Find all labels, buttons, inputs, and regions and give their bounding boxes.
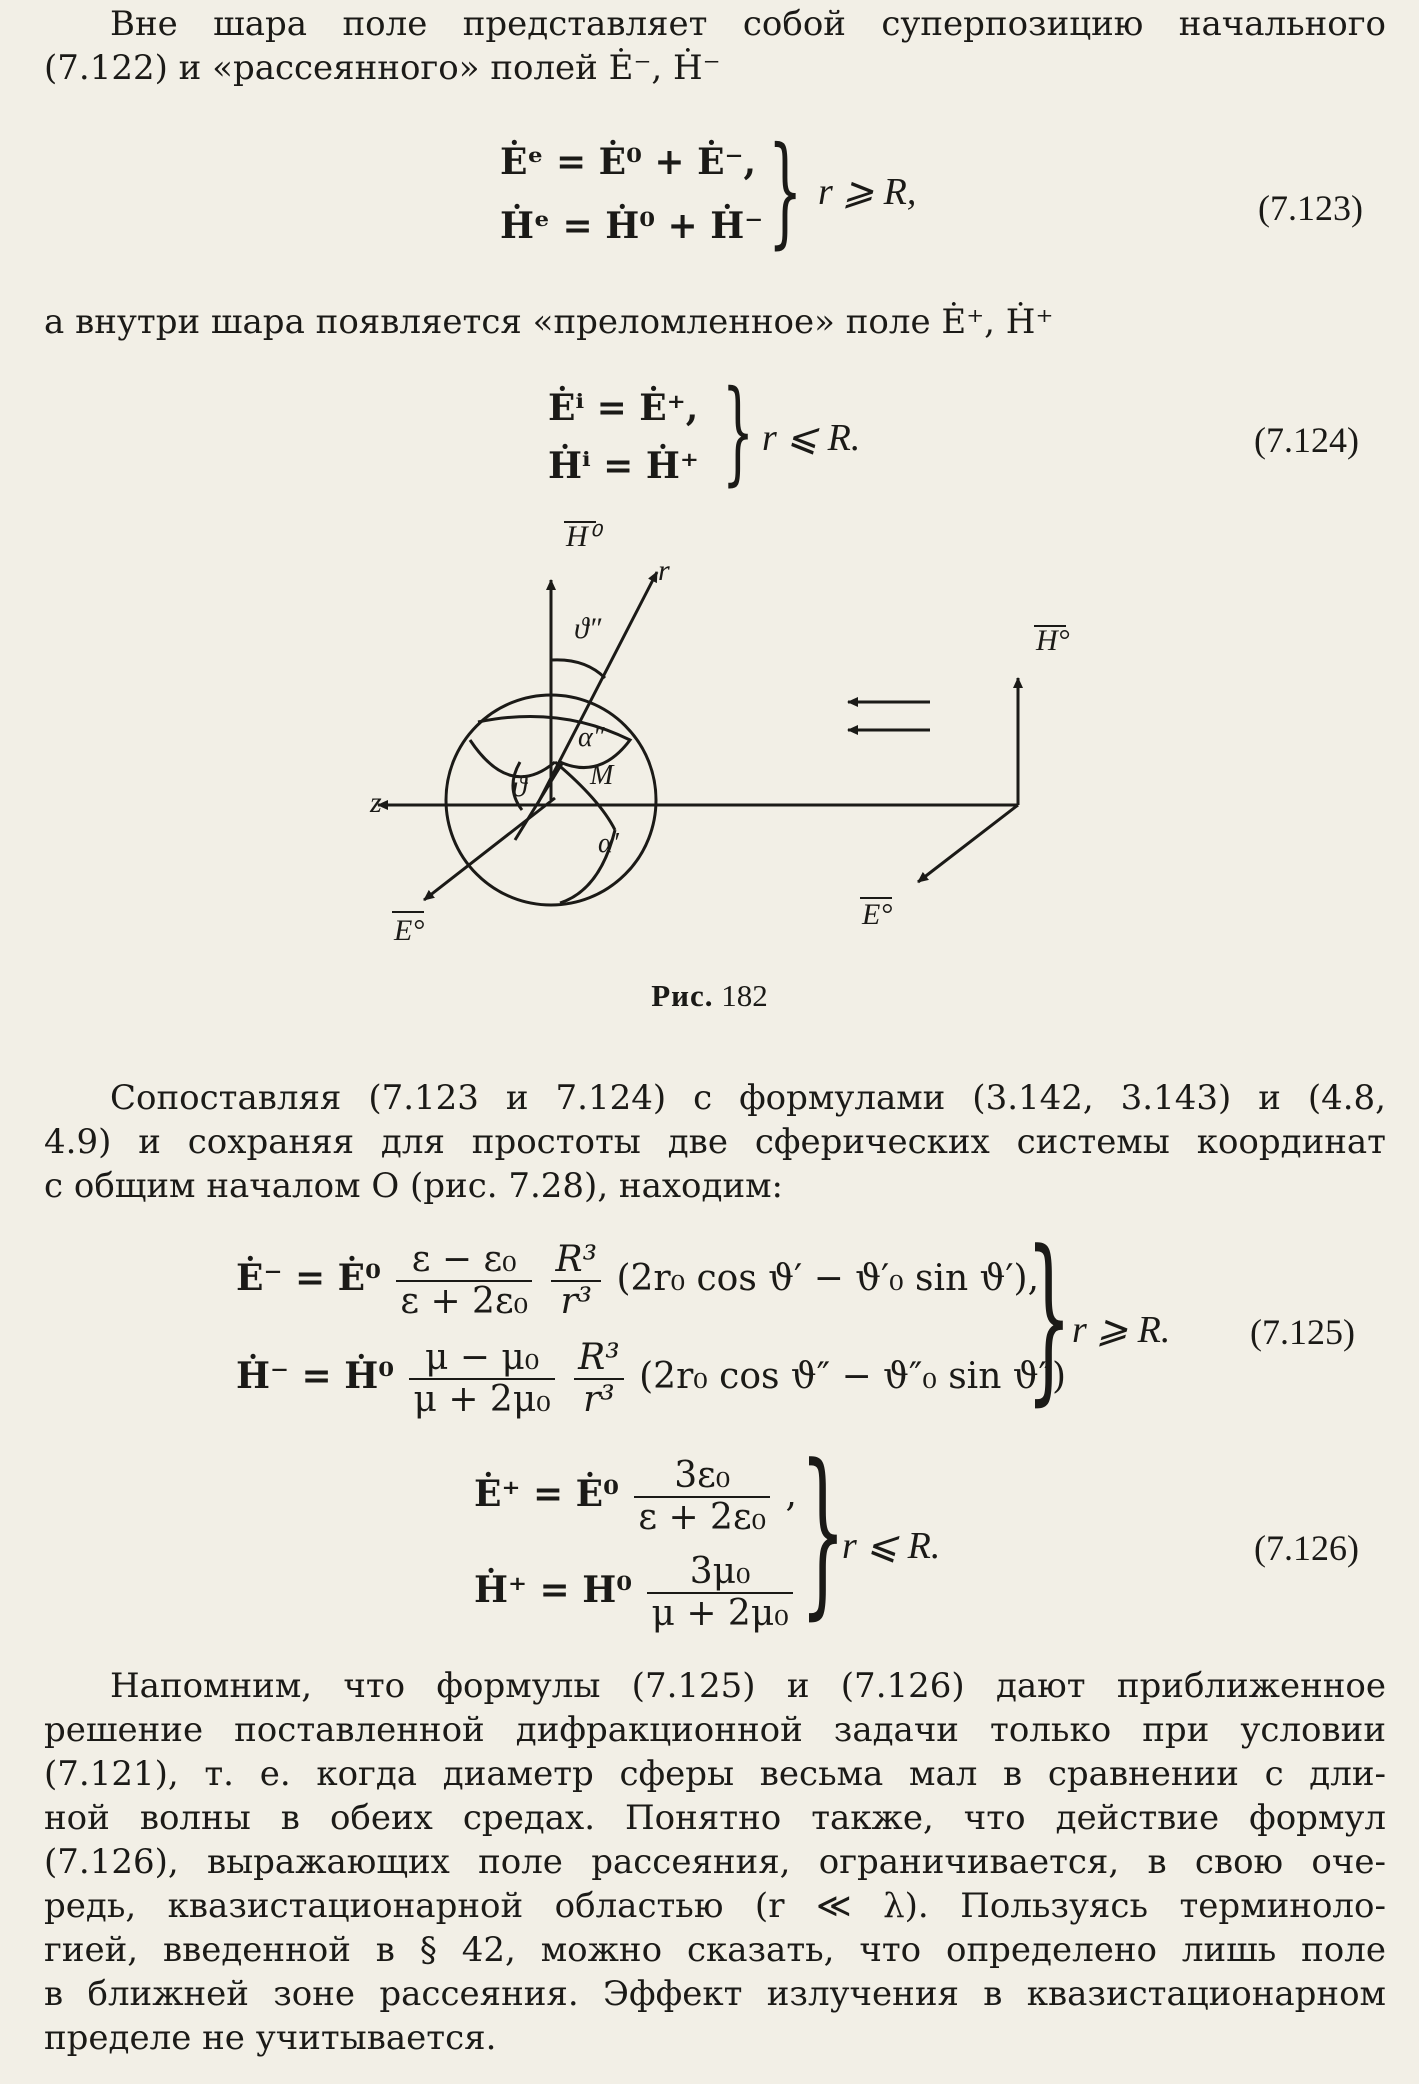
label-m: M [590,760,614,791]
paragraph-refracted [44,300,1386,344]
equation-7-125 [0,1213,1419,1430]
equation-line [236,1338,1066,1420]
equation-line: Ėⁱ = Ė⁺, [548,387,699,429]
equation-lhs: Ė⁻ = Ė⁰ [236,1257,381,1299]
label-theta: ϑ [512,770,527,803]
e0-field-diagonal [918,805,1018,882]
text-line: (7.126), выражающих поле рассеяния, ограничивается, в свою оче- [44,1842,1386,1882]
text-line: в ближней зоне рассеяния. Эффект излучения в квазистационарном [44,1974,1386,2014]
label-h0-top: H⁰ [566,520,600,553]
equation-7-124 [0,367,1419,497]
text-line: редь, квазистационарной областью (r ≪ λ). Пользуясь терминоло- [44,1886,1386,1926]
right-brace: } [800,1427,846,1636]
fraction-numerator: R³ [551,1240,601,1282]
figure-caption [0,978,1419,1014]
equation-number: (7.125) [1250,1312,1355,1352]
fraction-numerator: 3μ₀ [647,1552,792,1594]
fraction-numerator: μ − μ₀ [409,1338,554,1380]
label-theta-pp: ϑ″ [574,612,602,645]
text-line: (7.121), т. е. когда диаметр сферы весьма мал в сравнении с дли- [44,1754,1386,1794]
equation-lhs: Ė⁺ = Ė⁰ [474,1473,619,1515]
equation-number: (7.123) [1258,188,1363,228]
fraction [396,1240,532,1322]
equation-tail: , [785,1474,797,1515]
fraction [574,1338,624,1420]
text-line: а внутри шара появляется «преломленное» поле Ė⁺, Ḣ⁺ [44,302,1054,342]
text-line: 4.9) и сохраняя для простоты две сферических системы координат [44,1122,1386,1162]
label-alpha-pp: α″ [578,722,605,753]
fraction-numerator: R³ [574,1338,624,1380]
equation-line: Ėᵉ = Ė⁰ + Ė⁻, [500,141,757,183]
fraction [409,1338,554,1420]
equation-lhs: Ḣ⁺ = H⁰ [474,1569,633,1611]
text-line: решение поставленной дифракционной задачи только при условии [44,1710,1386,1750]
fraction-numerator: 3ε₀ [634,1456,770,1498]
fraction [647,1552,792,1634]
equation-7-126 [0,1427,1419,1646]
angle-arc-theta-pp [551,660,605,678]
text-line: ной волны в обеих средах. Понятно также, что действие формул [44,1798,1386,1838]
equation-line [474,1456,797,1538]
fraction-denominator: r³ [560,1281,593,1322]
fraction-denominator: ε + 2ε₀ [400,1281,529,1322]
text-line: Вне шара поле представляет собой суперпозицию начального [110,4,1386,44]
fraction-denominator: r³ [583,1379,615,1420]
equation-line: Ḣⁱ = Ḣ⁺ [548,445,699,487]
fraction-denominator: μ + 2μ₀ [651,1593,789,1634]
caption-prefix: Рис. [651,978,714,1013]
equation-line [474,1552,797,1634]
paragraph-remark [44,1664,1386,2060]
caption-number: 182 [721,978,768,1013]
label-e0-left: E° [394,914,425,947]
equation-line [236,1240,1039,1322]
text-line: Сопоставляя (7.123 и 7.124) с формулами (3.142, 3.143) и (4.8, [110,1078,1386,1118]
equation-number: (7.124) [1254,420,1359,460]
equation-condition: r ⩽ R. [842,1525,941,1567]
fraction [551,1240,601,1322]
text-line: пределе не учитывается. [44,2018,497,2058]
text-line: гией, введенной в § 42, можно сказать, что определено лишь поле [44,1930,1386,1970]
paragraph-superposition [44,2,1386,90]
label-e0-right: E° [862,898,893,931]
equation-condition: r ⩽ R. [762,417,861,459]
equation-lhs: Ḣ⁻ = Ḣ⁰ [236,1355,395,1397]
right-brace: } [722,367,755,497]
equation-number: (7.126) [1254,1528,1359,1568]
label-h0-right: H° [1036,624,1070,657]
label-alpha-p: α′ [598,828,619,859]
fraction [634,1456,770,1538]
figure-182-diagram [0,500,1419,960]
equation-tail: (2r₀ cos ϑ″ − ϑ″₀ sin ϑ″) [639,1356,1067,1397]
right-brace: } [768,122,803,261]
label-r: r [658,554,670,587]
equation-7-123 [0,122,1419,261]
equation-condition: r ⩾ R. [1072,1309,1171,1351]
equation-condition: r ⩾ R, [818,171,917,213]
equation-line: Ḣᵉ = Ḣ⁰ + Ḣ⁻ [500,205,764,247]
fraction-denominator: ε + 2ε₀ [638,1497,767,1538]
paragraph-comparison [44,1076,1386,1208]
fraction-numerator: ε − ε₀ [396,1240,532,1282]
equation-tail: (2r₀ cos ϑ′ − ϑ′₀ sin ϑ′), [616,1258,1040,1299]
label-z: z [370,786,382,819]
text-line: с общим началом O (рис. 7.28), находим: [44,1166,784,1206]
text-line: Напомним, что формулы (7.125) и (7.126) дают приближенное [110,1666,1386,1706]
right-brace: } [1026,1213,1072,1422]
fraction-denominator: μ + 2μ₀ [413,1379,551,1420]
text-line: (7.122) и «рассеянного» полей Ė⁻, Ḣ⁻ [44,48,721,88]
